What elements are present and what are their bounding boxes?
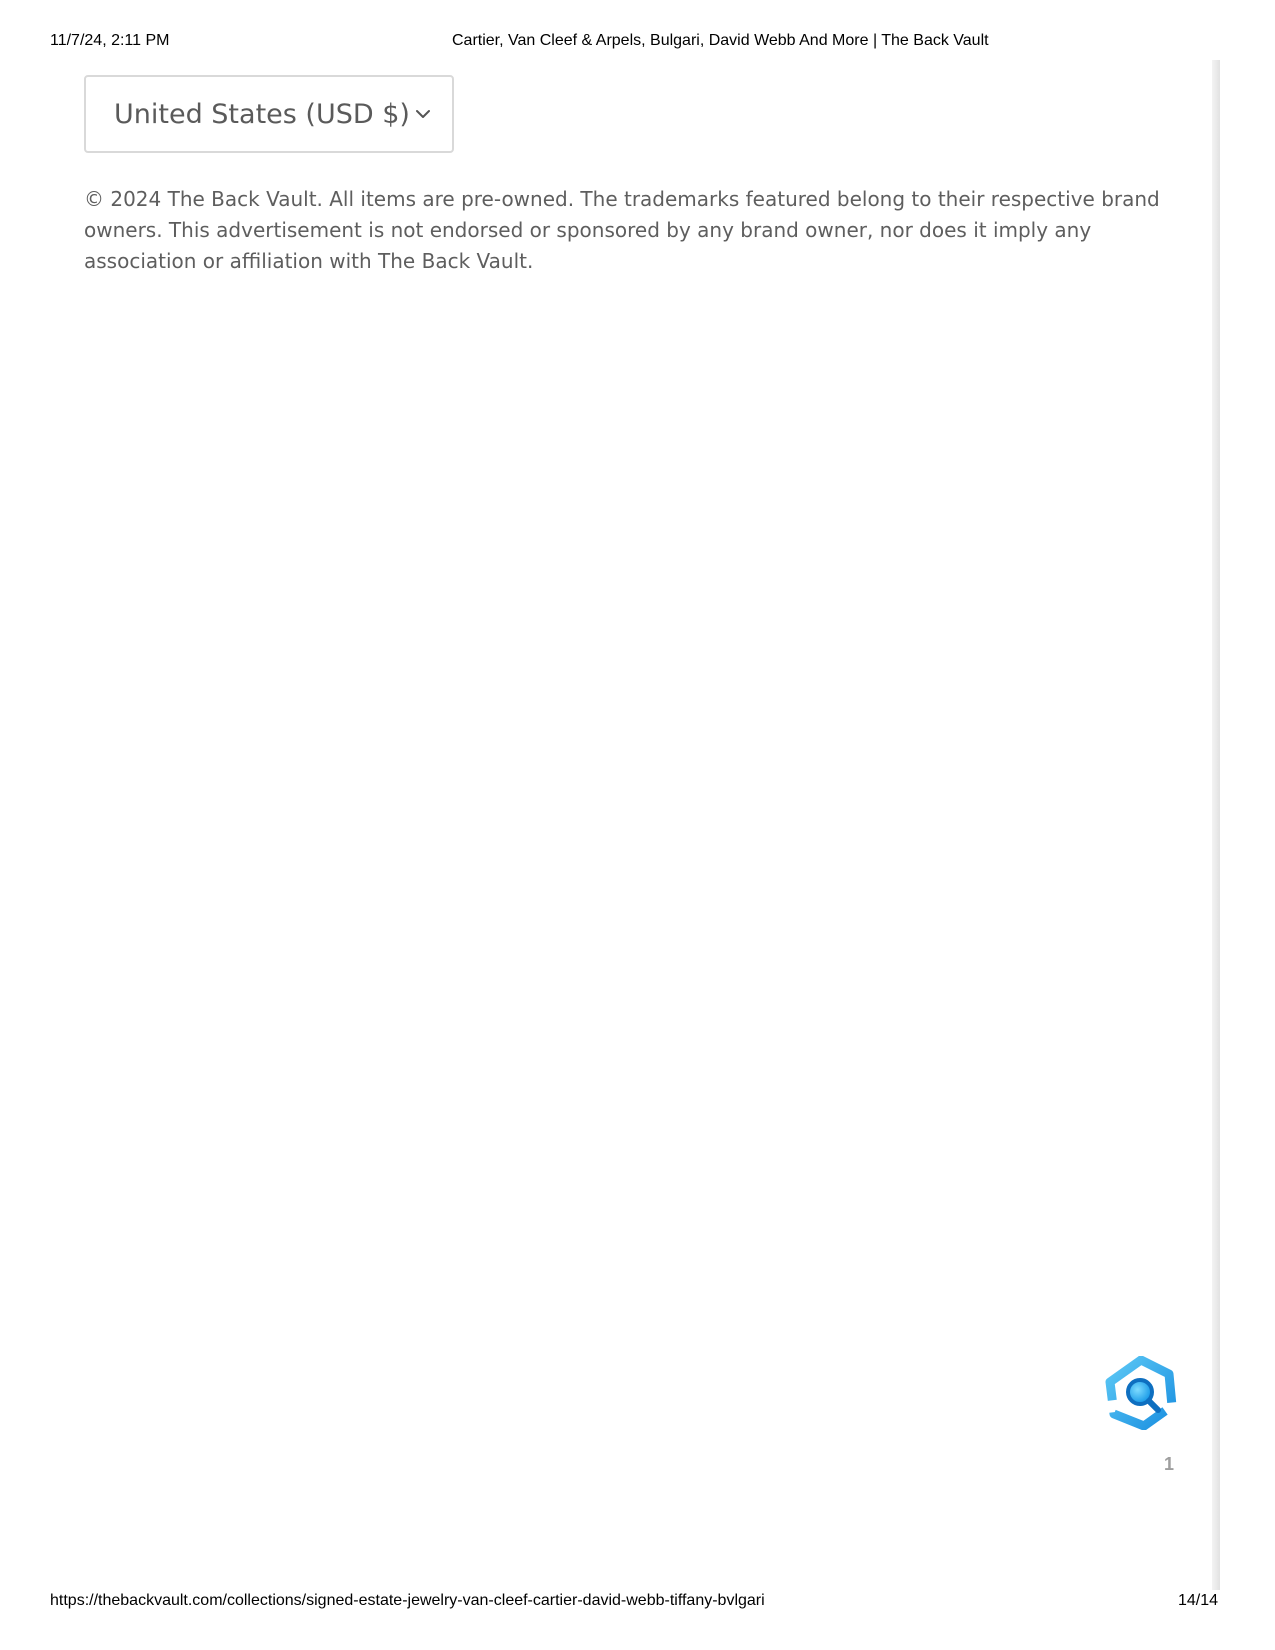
- currency-selector[interactable]: [84, 75, 454, 153]
- print-footer-page-count: 14/14: [1178, 1592, 1219, 1609]
- print-footer-url: https://thebackvault.com/collections/signed-estate-jewelry-van-cleef-cartier-david-webb-tiffany-bvlgari: [50, 1592, 765, 1609]
- widget-badge-count: 1: [1164, 1454, 1175, 1474]
- page-content: [0, 60, 1220, 1590]
- currency-selected-value: United States (USD $): [114, 98, 410, 130]
- scrollbar-track: [1212, 60, 1220, 1590]
- print-header-date: 11/7/24, 2:11 PM: [50, 32, 170, 49]
- print-header-title: Cartier, Van Cleef & Arpels, Bulgari, David Webb And More | The Back Vault: [452, 32, 989, 49]
- search-icon[interactable]: [1104, 1356, 1178, 1430]
- copyright-notice: © 2024 The Back Vault. All items are pre-owned. The trademarks featured belong to their respective brand owners. This advertisement is not endorsed or sponsored by any brand owner, nor does it imply any association or affiliation with The Back Vault.: [84, 187, 1160, 273]
- chevron-down-icon: [416, 107, 430, 121]
